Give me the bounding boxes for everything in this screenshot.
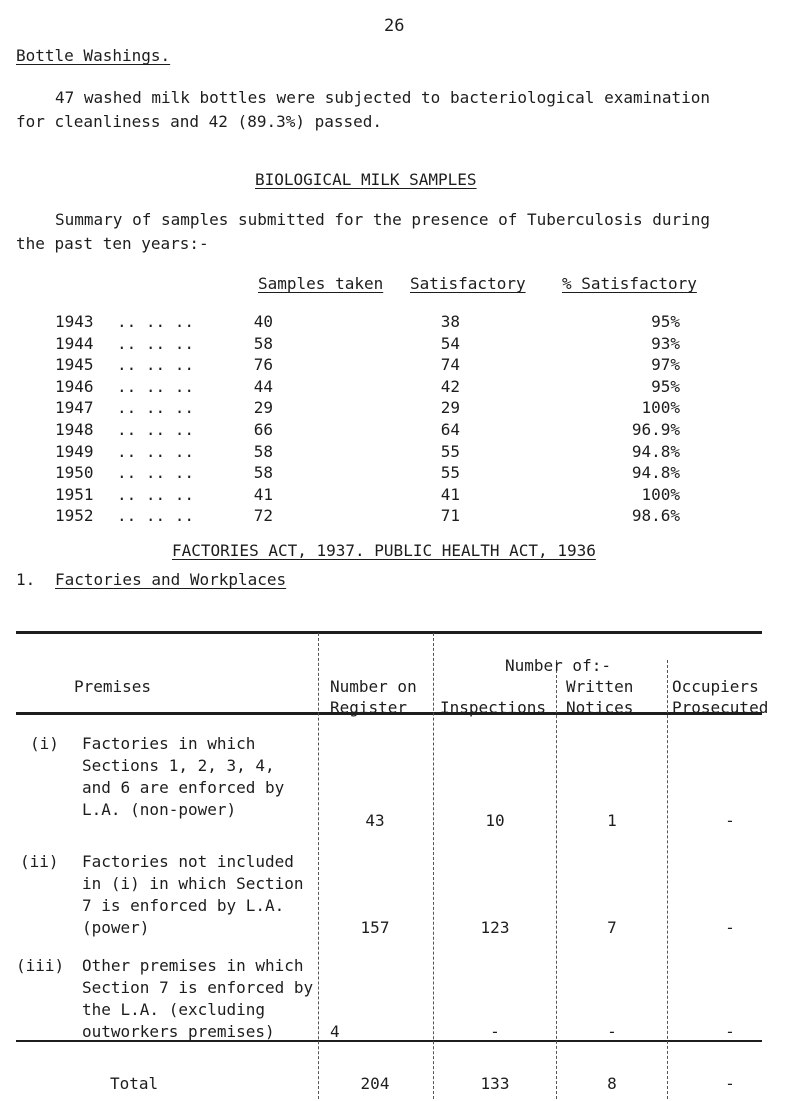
sample-row-dots: .. .. ..: [117, 463, 195, 482]
sample-row-dots: .. .. ..: [117, 398, 195, 417]
row-1-line-4: L.A. (non-power): [82, 800, 237, 819]
total-inspections: 133: [480, 1074, 510, 1093]
pct-satisfactory-value: 100%: [641, 398, 680, 417]
col-divider-4: [667, 660, 668, 1099]
sample-year: 1944: [55, 334, 94, 353]
pct-satisfactory-value: 95%: [651, 312, 680, 331]
page-number: 26: [384, 16, 405, 36]
row-3-line-1: Other premises in which: [82, 956, 304, 975]
total-notices: 8: [607, 1074, 617, 1093]
samples-taken-value: 72: [253, 506, 273, 525]
row-2-line-2: in (i) in which Section: [82, 874, 304, 893]
sample-year: 1948: [55, 420, 94, 439]
row-1-inspections: 10: [485, 811, 505, 830]
row-1-prosecuted: -: [725, 811, 735, 830]
samples-taken-value: 76: [253, 355, 273, 374]
pct-satisfactory-value: 96.9%: [631, 420, 680, 439]
row-2-line-3: 7 is enforced by L.A.: [82, 896, 285, 915]
satisfactory-value: 71: [440, 506, 460, 525]
pct-satisfactory-value: 95%: [651, 377, 680, 396]
col-divider-2: [433, 633, 434, 1099]
pct-satisfactory-value: 100%: [641, 485, 680, 504]
col-header-samples-taken: Samples taken: [258, 274, 384, 293]
sample-row-dots: .. .. ..: [117, 442, 195, 461]
satisfactory-value: 55: [440, 442, 460, 461]
header-number-on: Number on: [330, 677, 417, 696]
sample-row-dots: .. .. ..: [117, 334, 195, 353]
row-3-notices: -: [607, 1022, 617, 1041]
sample-year: 1951: [55, 485, 94, 504]
row-2-prosecuted: -: [725, 918, 735, 937]
sample-year: 1950: [55, 463, 94, 482]
summary-line-1: Summary of samples submitted for the presence of Tuberculosis during: [55, 210, 711, 229]
sample-row-dots: .. .. ..: [117, 377, 195, 396]
biological-milk-heading: BIOLOGICAL MILK SAMPLES: [255, 170, 477, 189]
col-divider-1: [318, 633, 319, 1099]
pct-satisfactory-value: 98.6%: [631, 506, 680, 525]
sample-year: 1946: [55, 377, 94, 396]
total-prosecuted: -: [725, 1074, 735, 1093]
samples-taken-value: 58: [253, 442, 273, 461]
sample-year: 1945: [55, 355, 94, 374]
satisfactory-value: 55: [440, 463, 460, 482]
samples-taken-value: 66: [253, 420, 273, 439]
row-2-line-4: (power): [82, 918, 150, 937]
bottle-paragraph-line-2: for cleanliness and 42 (89.3%) passed.: [16, 112, 383, 131]
factories-heading: FACTORIES ACT, 1937. PUBLIC HEALTH ACT, 1936: [172, 541, 596, 560]
satisfactory-value: 74: [440, 355, 460, 374]
row-1-line-2: Sections 1, 2, 3, 4,: [82, 756, 275, 775]
row-3-label: (iii): [16, 956, 65, 975]
header-written: Written: [566, 677, 634, 696]
sample-year: 1949: [55, 442, 94, 461]
sample-row-dots: .. .. ..: [117, 506, 195, 525]
satisfactory-value: 41: [440, 485, 460, 504]
row-3-register: 4: [330, 1022, 340, 1041]
sample-year: 1947: [55, 398, 94, 417]
satisfactory-value: 54: [440, 334, 460, 353]
samples-taken-value: 58: [253, 334, 273, 353]
samples-taken-value: 29: [253, 398, 273, 417]
row-1-register: 43: [365, 811, 385, 830]
row-2-label: (ii): [20, 852, 59, 871]
summary-line-2: the past ten years:-: [16, 234, 209, 253]
col-header-satisfactory: Satisfactory: [410, 274, 526, 293]
section-number: 1.: [16, 570, 36, 589]
satisfactory-value: 42: [440, 377, 460, 396]
row-2-inspections: 123: [480, 918, 510, 937]
row-3-prosecuted: -: [725, 1022, 735, 1041]
pct-satisfactory-value: 93%: [651, 334, 680, 353]
row-2-notices: 7: [607, 918, 617, 937]
header-register: Register: [330, 698, 408, 717]
row-1-line-3: and 6 are enforced by: [82, 778, 285, 797]
bottle-paragraph-line-1: 47 washed milk bottles were subjected to bacteriological examination: [55, 88, 711, 107]
row-2-register: 157: [360, 918, 390, 937]
sample-year: 1943: [55, 312, 94, 331]
samples-taken-value: 58: [253, 463, 273, 482]
satisfactory-value: 38: [440, 312, 460, 331]
samples-taken-value: 44: [253, 377, 273, 396]
header-inspections: Inspections: [440, 698, 546, 717]
row-1-line-1: Factories in which: [82, 734, 256, 753]
pct-satisfactory-value: 94.8%: [631, 463, 680, 482]
table-top-rule: [16, 631, 762, 634]
satisfactory-value: 29: [440, 398, 460, 417]
header-number-of: Number of:-: [505, 656, 611, 675]
sample-row-dots: .. .. ..: [117, 312, 195, 331]
sample-row-dots: .. .. ..: [117, 420, 195, 439]
row-3-inspections: -: [490, 1022, 500, 1041]
pct-satisfactory-value: 97%: [651, 355, 680, 374]
samples-taken-value: 40: [253, 312, 273, 331]
row-3-line-4: outworkers premises): [82, 1022, 275, 1041]
pct-satisfactory-value: 94.8%: [631, 442, 680, 461]
sample-row-dots: .. .. ..: [117, 355, 195, 374]
row-3-line-2: Section 7 is enforced by: [82, 978, 314, 997]
row-2-line-1: Factories not included: [82, 852, 294, 871]
sample-year: 1952: [55, 506, 94, 525]
header-occupiers: Occupiers: [672, 677, 759, 696]
header-premises: Premises: [74, 677, 152, 696]
factories-subheading: Factories and Workplaces: [55, 570, 287, 589]
col-divider-3: [556, 660, 557, 1099]
row-1-label: (i): [30, 734, 59, 753]
total-register: 204: [360, 1074, 390, 1093]
row-3-line-3: the L.A. (excluding: [82, 1000, 266, 1019]
header-notices: Notices: [566, 698, 634, 717]
samples-taken-value: 41: [253, 485, 273, 504]
row-1-notices: 1: [607, 811, 617, 830]
total-label: Total: [110, 1074, 159, 1093]
satisfactory-value: 64: [440, 420, 460, 439]
bottle-washings-heading: Bottle Washings.: [16, 46, 171, 65]
col-header-pct-satisfactory: % Satisfactory: [562, 274, 697, 293]
sample-row-dots: .. .. ..: [117, 485, 195, 504]
header-prosecuted: Prosecuted: [672, 698, 769, 717]
